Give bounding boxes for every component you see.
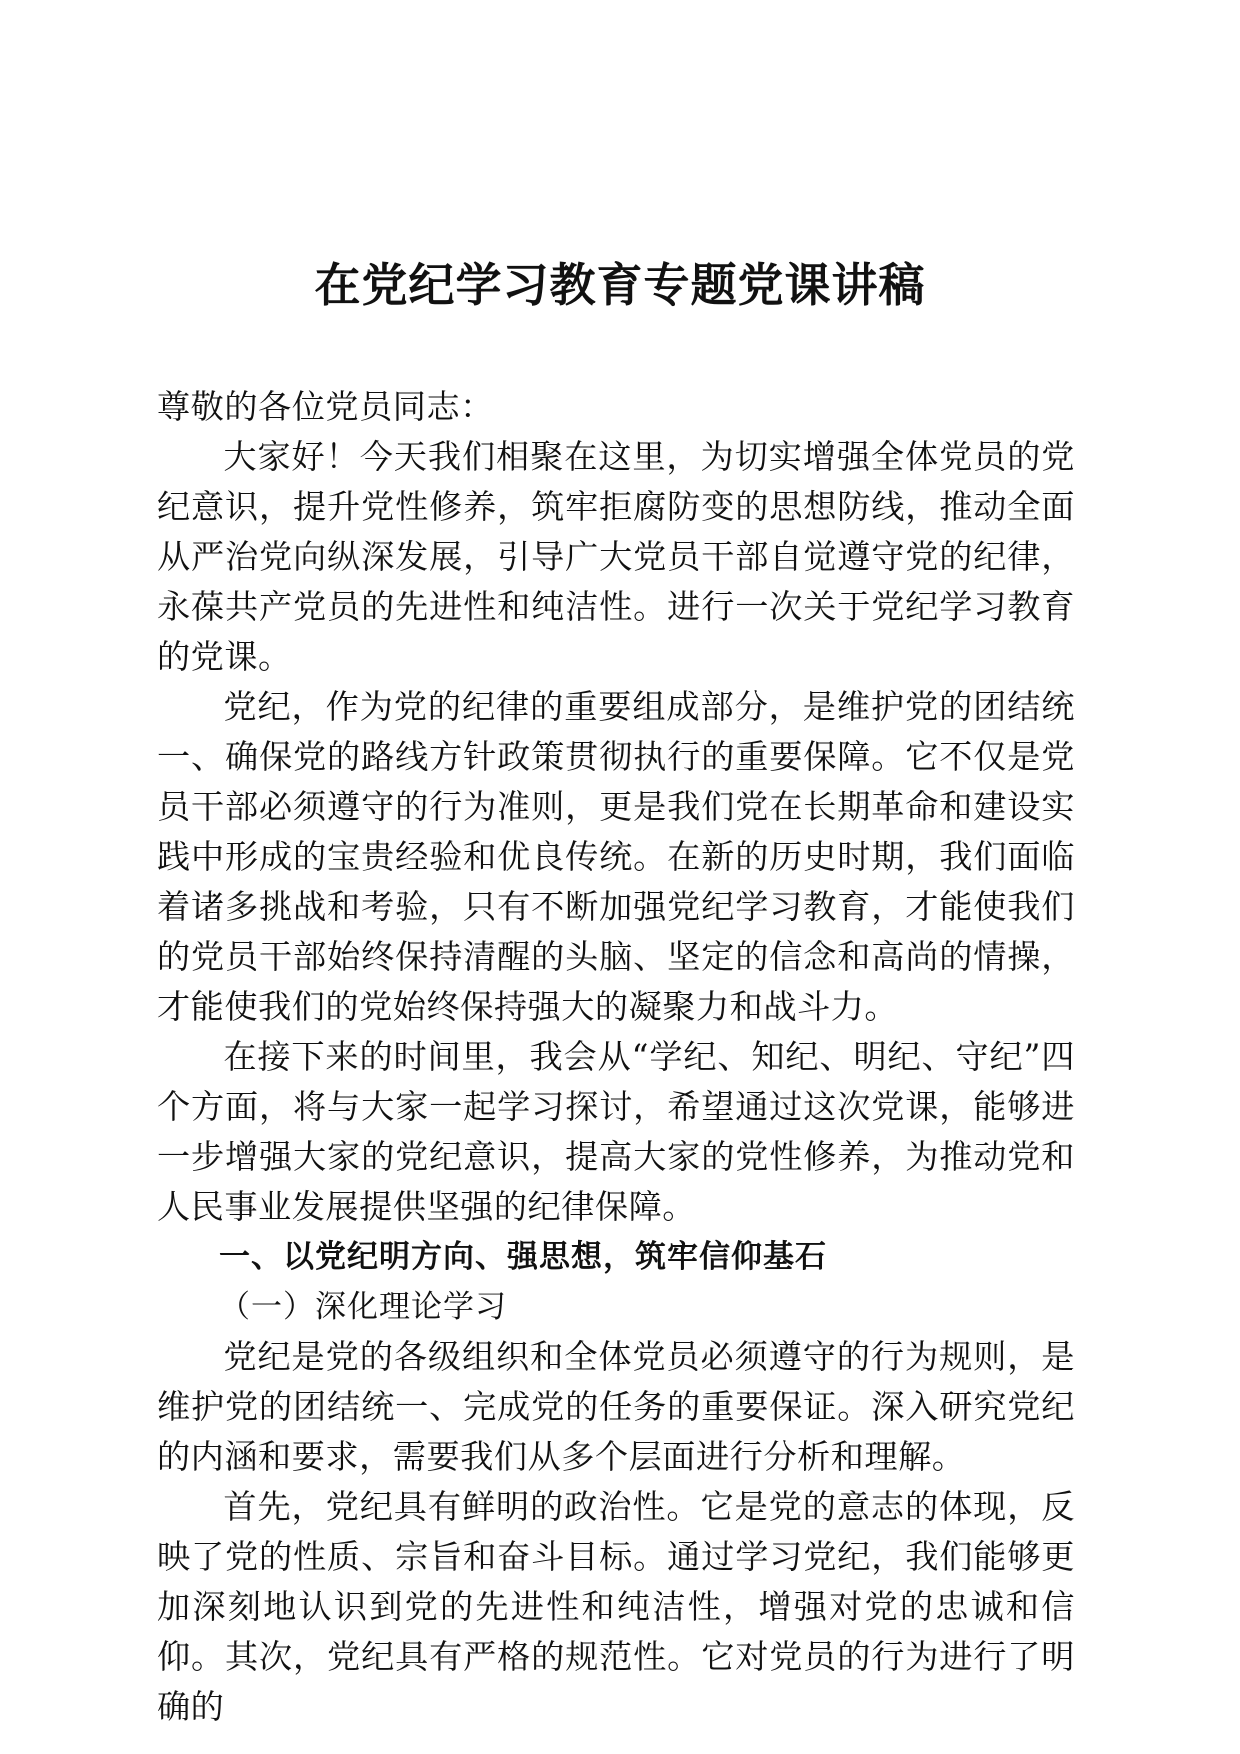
subsection-heading-1-1: （一）深化理论学习 [219,1289,507,1325]
paragraph-party-discipline: 党纪，作为党的纪律的重要组成部分，是维护党的团结统一、确保党的路线方针政策贯彻执行的重要保障。它不仅是党员干部必须遵守的行为准则，更是我们党在长期革命和建设实践中形成的宝贵经验和优良传统。在新的历史时期，我们面临着诸多挑战和考验，只有不断加强党纪学习教育，才能使我们的党员干部始终保持清醒的头脑、坚定的信念和高尚的情操，才能使我们的党始终保持强大的凝聚力和战斗力。 [157,687,1075,1026]
paragraph-intro-greeting: 大家好！今天我们相聚在这里，为切实增强全体党员的党纪意识，提升党性修养，筑牢拒腐防变的思想防线，推动全面从严治党向纵深发展，引导广大党员干部自觉遵守党的纪律，永葆共产党员的先进性和纯洁性。进行一次关于党纪学习教育的党课。 [157,437,1075,676]
paragraph-political-nature: 首先，党纪具有鲜明的政治性。它是党的意志的体现，反映了党的性质、宗旨和奋斗目标。通过学习党纪，我们能够更加深刻地认识到党的先进性和纯洁性，增强对党的忠诚和信仰。其次，党纪具有严格的规范性。它对党员的行为进行了明确的 [157,1487,1075,1726]
document-body [157,382,1075,1732]
document-title: 在党纪学习教育专题党课讲稿 [314,258,926,312]
salutation: 尊敬的各位党员同志： [157,387,494,426]
paragraph-outline: 在接下来的时间里，我会从“学纪、知纪、明纪、守纪”四个方面，将与大家一起学习探讨，希望通过这次党课，能够进一步增强大家的党纪意识，提高大家的党性修养，为推动党和人民事业发展提供坚强的纪律保障。 [157,1037,1075,1226]
paragraph-theory-study: 党纪是党的各级组织和全体党员必须遵守的行为规则，是维护党的团结统一、完成党的任务的重要保证。深入研究党纪的内涵和要求，需要我们从多个层面进行分析和理解。 [157,1337,1075,1476]
section-heading-1: 一、以党纪明方向、强思想，筑牢信仰基石 [219,1239,827,1275]
